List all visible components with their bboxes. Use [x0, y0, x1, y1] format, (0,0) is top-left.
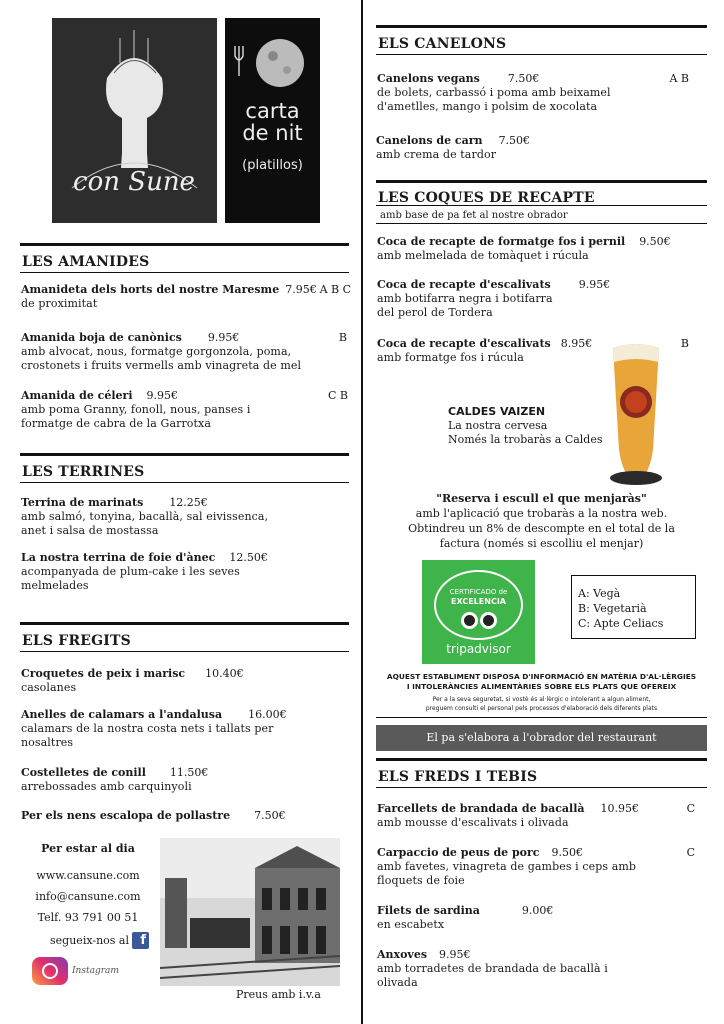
tripadvisor-brand: tripadvisor: [446, 642, 511, 656]
item-name: Terrina de marinats: [21, 496, 144, 509]
item-price: 12.50€: [229, 551, 268, 564]
item-price: 8.95€: [560, 337, 593, 350]
column-divider: [361, 0, 363, 1024]
item-name: Canelons vegans: [377, 72, 480, 85]
contact-block: [23, 842, 153, 949]
bread-banner: El pa s'elabora a l'obrador del restaurant: [376, 725, 707, 751]
item-desc: de proximitat: [21, 297, 98, 310]
prices-note: Preus amb i.v.a: [236, 988, 321, 1001]
item-price: 7.50€: [498, 134, 531, 147]
beer-line1: La nostra cervesa: [448, 419, 548, 432]
logo-image: [52, 18, 217, 223]
item-price: 7.95€: [285, 283, 317, 296]
allergens-line4: preguem consulti el personal pels processos d'elaboració dels diferents plats: [425, 705, 658, 712]
item-name: Coca de recapte d'escalivats: [377, 278, 551, 291]
menu-item: [377, 846, 695, 888]
item-name: Amanideta dels horts del nostre Maresme: [21, 283, 280, 296]
section-title: LES TERRINES: [22, 464, 145, 480]
carta-de-nit-panel: [225, 18, 320, 223]
item-desc: amb favetes, vinagreta de gambes i ceps amb: [377, 860, 637, 873]
item-price: 10.95€: [600, 802, 640, 815]
item-desc: amb botifarra negra i botifarra: [377, 292, 553, 305]
moon-icon: [225, 18, 320, 98]
item-name: Amanida boja de canònics: [21, 331, 182, 344]
item-price: 12.25€: [169, 496, 208, 509]
item-name: Costelletes de conill: [21, 766, 146, 779]
item-desc: melmelades: [21, 579, 89, 592]
beer-name: CALDES VAIZEN: [448, 405, 546, 418]
cert-line1: CERTIFICADO de: [449, 588, 508, 596]
item-desc: en escabetx: [377, 918, 445, 931]
item-desc: calamars de la nostra costa nets i tallats per: [21, 722, 274, 735]
section-coques: [376, 180, 707, 206]
rule: [376, 223, 707, 224]
menu-item: [377, 72, 689, 114]
allergens-line1: AQUEST ESTABLIMENT DISPOSA D'INFORMACIÓ EN MATÈRIA D'AL·LÈRGIES: [386, 672, 697, 681]
menu-item: [21, 766, 347, 794]
station-photo: [160, 838, 340, 986]
item-codes: C: [686, 846, 695, 859]
menu-item: [376, 134, 688, 162]
cert-line2: EXCELENCIA: [451, 597, 506, 606]
item-price: 9.95€: [146, 389, 178, 402]
phone-number: Telf. 93 791 00 51: [37, 911, 139, 924]
item-desc: formatge de cabra de la Garrotxa: [21, 417, 212, 430]
tripadvisor-badge: [422, 560, 535, 664]
menu-item: [21, 331, 347, 373]
item-price: 16.00€: [248, 708, 287, 721]
reserve-block: [376, 491, 707, 551]
instagram-link[interactable]: [32, 957, 119, 985]
item-price: 9.50€: [551, 846, 584, 859]
section-fregits: [20, 622, 349, 652]
instagram-label: Instagram: [72, 966, 119, 976]
reserve-line: factura (només si escolliu el menjar): [439, 537, 644, 550]
item-name: Anxoves: [377, 948, 428, 961]
section-subtitle: amb base de pa fet al nostre obrador: [380, 210, 568, 221]
instagram-icon: [32, 957, 68, 985]
beer-block: [448, 405, 603, 447]
section-terrines: [20, 453, 349, 483]
section-title: LES COQUES DE RECAPTE: [378, 190, 595, 206]
item-price: 7.50€: [507, 72, 540, 85]
item-price: 9.95€: [439, 948, 471, 961]
carta-line2: de nit: [242, 121, 303, 145]
item-codes: B: [338, 331, 347, 344]
carta-line1: carta: [245, 99, 300, 123]
website-link[interactable]: www.cansune.com: [36, 869, 140, 882]
section-title: ELS CANELONS: [378, 36, 507, 52]
reserve-line: Obtindreu un 8% de descompte en el total de la: [408, 522, 675, 535]
menu-item: [377, 278, 689, 320]
item-desc: amb poma Granny, fonoll, nous, panses i: [21, 403, 251, 416]
follow-text: segueix-nos al: [50, 934, 129, 947]
menu-item: [377, 904, 695, 932]
item-desc: amb formatge fos i rúcula: [377, 351, 524, 364]
item-codes: C B: [328, 389, 348, 402]
menu-item: [377, 235, 689, 263]
item-price: 10.40€: [205, 667, 244, 680]
logo-brand: con Sune: [73, 167, 195, 197]
item-desc: crostonets i fruits vermells amb vinagreta de mel: [21, 359, 302, 372]
item-name: Per els nens escalopa de pollastre: [21, 809, 231, 822]
menu-item: [21, 389, 348, 431]
item-price: 9.50€: [639, 235, 671, 248]
reserve-quote: "Reserva i escull el que menjaràs": [436, 492, 647, 505]
section-canelons: [376, 25, 707, 55]
menu-item: [377, 802, 695, 830]
beer-line2: Només la trobaràs a Caldes: [448, 433, 603, 446]
item-name: Coca de recapte d'escalivats: [377, 337, 551, 350]
menu-item: [21, 496, 347, 538]
owl-icon: [459, 612, 499, 630]
contact-heading: Per estar al dia: [41, 842, 135, 855]
section-amanides: [20, 243, 349, 273]
item-name: Carpaccio de peus de porc: [377, 846, 540, 859]
item-desc: de bolets, carbassó i poma amb beixamel: [377, 86, 611, 99]
allergens-line3: Per a la seva seguretat, si vostè és al·lèrgic o intolerant a algun aliment,: [432, 696, 651, 703]
item-name: Filets de sardina: [377, 904, 480, 917]
menu-item: [21, 551, 347, 593]
item-desc: amb torradetes de brandada de bacallà i: [377, 962, 608, 975]
legend-vegetarian: B: Vegetarià: [578, 602, 647, 615]
menu-item: [377, 948, 695, 990]
item-desc: arrebossades amb carquinyoli: [21, 780, 192, 793]
menu-item: [21, 809, 347, 823]
item-name: Croquetes de peix i marisc: [21, 667, 186, 680]
item-desc: amb mousse d'escalivats i olivada: [377, 816, 569, 829]
item-codes: C: [686, 802, 695, 815]
item-desc: floquets de foie: [377, 874, 465, 887]
item-name: Farcellets de brandada de bacallà: [377, 802, 585, 815]
item-price: 9.00€: [521, 904, 554, 917]
section-title: ELS FREDS I TEBIS: [378, 769, 538, 785]
item-name: La nostra terrina de foie d'ànec: [21, 551, 216, 564]
item-price: 11.50€: [169, 766, 209, 779]
beer-glass-image: [605, 340, 667, 488]
item-desc: acompanyada de plum-cake i les seves: [21, 565, 240, 578]
item-name: Anelles de calamars a l'andalusa: [21, 708, 223, 721]
section-title: LES AMANIDES: [22, 254, 150, 270]
allergens-notice: [376, 672, 707, 713]
section-title: ELS FREGITS: [22, 633, 131, 649]
item-name: Canelons de carn: [376, 134, 483, 147]
section-freds: [376, 758, 707, 788]
item-name: Amanida de céleri: [21, 389, 133, 402]
reserve-line: amb l'aplicació que trobaràs a la nostra web.: [415, 507, 668, 520]
menu-item: [21, 667, 347, 695]
menu-item: [21, 708, 347, 750]
item-desc: d'ametlles, mango i polsim de xocolata: [377, 100, 598, 113]
item-price: 9.95€: [578, 278, 611, 291]
allergens-line2: I INTOLERÀNCIES ALIMENTÀRIES SOBRE ELS PLATS QUE OFEREIX: [406, 682, 677, 691]
item-codes: B: [680, 337, 689, 350]
item-price: 9.95€: [207, 331, 240, 344]
item-name: Coca de recapte de formatge fos i pernil: [377, 235, 626, 248]
item-codes: A B: [669, 72, 689, 85]
item-desc: casolanes: [21, 681, 77, 694]
item-desc: del perol de Tordera: [377, 306, 493, 319]
diet-legend: [571, 575, 696, 639]
item-price: 7.50€: [254, 809, 286, 822]
item-desc: nosaltres: [21, 736, 74, 749]
item-desc: anet i salsa de mostassa: [21, 524, 159, 537]
legend-celiac: C: Apte Celiacs: [578, 617, 664, 630]
item-desc: olivada: [377, 976, 418, 989]
item-desc: amb alvocat, nous, formatge gorgonzola, poma,: [21, 345, 292, 358]
legend-vegan: A: Vegà: [578, 587, 621, 600]
carta-line3: (platillos): [242, 158, 303, 173]
menu-item: [21, 283, 351, 311]
email-link[interactable]: info@cansune.com: [35, 890, 141, 903]
item-desc: amb salmó, tonyina, bacallà, sal eivissenca,: [21, 510, 269, 523]
rule: [376, 717, 707, 718]
item-codes: A B C: [319, 283, 351, 296]
item-desc: amb melmelada de tomàquet i rúcula: [377, 249, 589, 262]
facebook-icon[interactable]: f: [132, 932, 149, 949]
item-desc: amb crema de tardor: [376, 148, 497, 161]
